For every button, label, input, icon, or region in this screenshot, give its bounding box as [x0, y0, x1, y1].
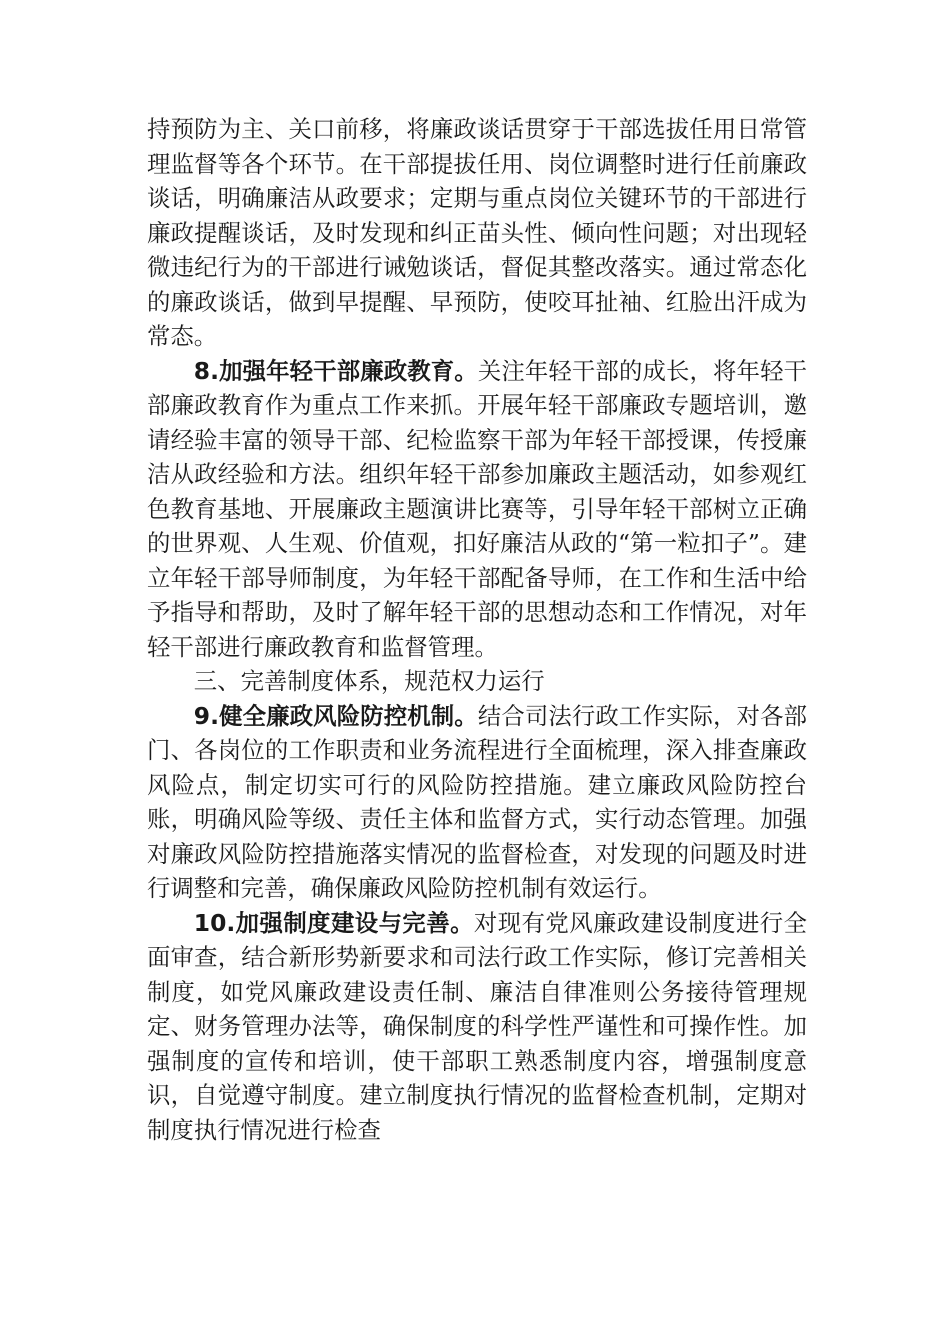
paragraph-lead: 9.健全廉政风险防控机制。: [193, 701, 478, 730]
paragraph-body: 结合司法行政工作实际，对各部门、各岗位的工作职责和业务流程进行全面梳理，深入排查廉政风险点，制定切实可行的风险防控措施。建立廉政风险防控台账，明确风险等级、责任主体和监督方式，实行动态管理。加强对廉政风险防控措施落实情况的监督检查，对发现的问题及时进行调整和完善，确保廉政风险防控机制有效运行。: [147, 701, 807, 902]
paragraph-lead: 8.加强年轻干部廉政教育。: [193, 356, 478, 385]
paragraph-lead: 10.加强制度建设与完善。: [193, 908, 474, 937]
document-page: [147, 112, 807, 1147]
paragraph-item-8: [147, 354, 807, 665]
paragraph-item-9: [147, 699, 807, 906]
paragraph-continuation: [147, 112, 807, 354]
paragraph-body: 关注年轻干部的成长，将年轻干部廉政教育作为重点工作来抓。开展年轻干部廉政专题培训，邀请经验丰富的领导干部、纪检监察干部为年轻干部授课，传授廉洁从政经验和方法。组织年轻干部参加廉政主题活动，如参观红色教育基地、开展廉政主题演讲比赛等，引导年轻干部树立正确的世界观、人生观、价值观，扣好廉洁从政的“第一粒扣子”。建立年轻干部导师制度，为年轻干部配备导师，在工作和生活中给予指导和帮助，及时了解年轻干部的思想动态和工作情况，对年轻干部进行廉政教育和监督管理。: [147, 356, 807, 661]
paragraph-body: 持预防为主、关口前移，将廉政谈话贯穿于干部选拔任用日常管理监督等各个环节。在干部提拔任用、岗位调整时进行任前廉政谈话，明确廉洁从政要求；定期与重点岗位关键环节的干部进行廉政提醒谈话，及时发现和纠正苗头性、倾向性问题；对出现轻微违纪行为的干部进行诫勉谈话，督促其整改落实。通过常态化的廉政谈话，做到早提醒、早预防，使咬耳扯袖、红脸出汗成为常态。: [147, 115, 807, 350]
paragraph-body: 对现有党风廉政建设制度进行全面审查，结合新形势新要求和司法行政工作实际，修订完善相关制度，如党风廉政建设责任制、廉洁自律准则公务接待管理规定、财务管理办法等，确保制度的科学性严谨性和可操作性。加强制度的宣传和培训，使干部职工熟悉制度内容，增强制度意识，自觉遵守制度。建立制度执行情况的监督检查机制，定期对制度执行情况进行检查: [147, 908, 808, 1144]
section-heading: 三、完善制度体系，规范权力运行: [193, 667, 545, 695]
paragraph-item-10: [147, 906, 807, 1148]
